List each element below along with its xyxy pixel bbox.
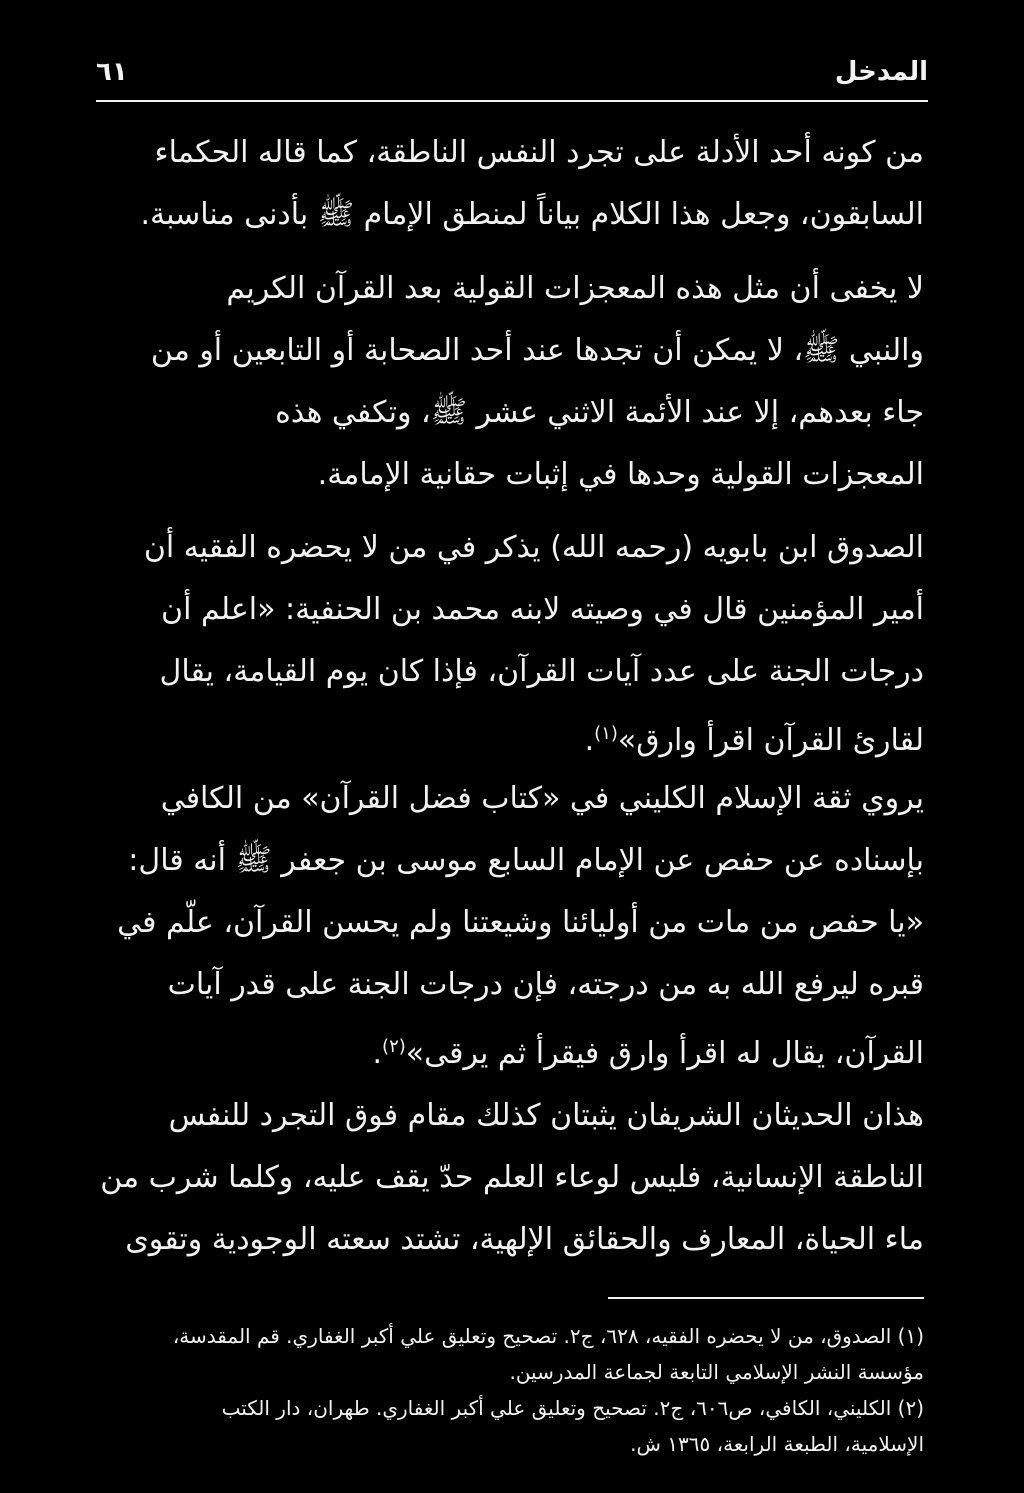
text-line: لا يخفى أن مثل هذه المعجزات القولية بعد القرآن الكريم	[226, 271, 924, 306]
text-line: الناطقة الإنسانية، فليس لوعاء العلم حدّ يقف عليه، وكلما شرب من	[100, 1160, 924, 1195]
paragraph-2	[100, 258, 924, 506]
footnote-line: الإسلامية، الطبعة الرابعة، ١٣٦٥ ش.	[630, 1432, 924, 1456]
footnote-ref-2[interactable]: (٢)	[382, 1036, 406, 1057]
text-line: والنبي ﷺ، لا يمكن أن تجدها عند أحد الصحابة أو التابعين أو من	[150, 333, 924, 368]
running-header	[96, 52, 928, 92]
paragraph-3	[100, 517, 924, 765]
text-line: بإسناده عن حفص عن الإمام السابع موسى بن جعفر ﷺ أنه قال:	[128, 843, 924, 878]
text-line: أمير المؤمنين قال في وصيته لابنه محمد بن الحنفية: «اعلم أن	[161, 592, 924, 627]
text-line: يروي ثقة الإسلام الكليني في «كتاب فضل القرآن» من الكافي	[160, 781, 924, 816]
quote-text: لقارئ القرآن اقرأ وارق»	[617, 723, 924, 758]
text-line	[100, 1016, 924, 1078]
text-line: السابقون، وجعل هذا الكلام بياناً لمنطق الإمام ﷺ بأدنى مناسبة.	[140, 197, 924, 232]
footnote-line: (١) الصدوق، من لا يحضره الفقيه، ٦٢٨، ج٢. تصحيح وتعليق علي أكبر الغفاري. قم المقدسة،	[172, 1324, 924, 1348]
header-divider	[96, 100, 928, 102]
footnotes	[100, 1318, 924, 1462]
footnote-line: مؤسسة النشر الإسلامي التابعة لجماعة المدرسين.	[509, 1360, 924, 1384]
footnote-line: (٢) الكليني، الكافي، ص٦٠٦، ج٢. تصحيح وتعليق علي أكبر الغفاري. طهران، دار الكتب	[221, 1396, 924, 1420]
text-line: المعجزات القولية وحدها في إثبات حقانية الإمامة.	[317, 457, 924, 492]
footnote-divider	[608, 1297, 924, 1299]
paragraph-1	[100, 122, 924, 246]
footnote-ref-1[interactable]: (١)	[594, 723, 618, 744]
quote-text: القرآن، يقال له اقرأ وارق فيقرأ ثم يرقى»	[405, 1036, 924, 1071]
text-line: ماء الحياة، المعارف والحقائق الإلهية، تشتد سعته الوجودية وتقوى	[125, 1222, 924, 1257]
text-line: درجات الجنة على عدد آيات القرآن، فإذا كان يوم القيامة، يقال	[159, 654, 924, 689]
chapter-title: المدخل	[834, 57, 928, 87]
text-line: قبره ليرفع الله به من درجته، فإن درجات الجنة على قدر آيات	[167, 967, 924, 1002]
page-number: ٦١	[96, 57, 128, 87]
text-line: جاء بعدهم، إلا عند الأئمة الاثني عشر ﷺ، وتكفي هذه	[275, 395, 924, 430]
text-line: الصدوق ابن بابويه (رحمه الله) يذكر في من لا يحضره الفقيه أن	[143, 530, 924, 565]
paragraph-5	[100, 1085, 924, 1271]
text-line: «يا حفص من مات من أوليائنا وشيعتنا ولم يحسن القرآن، علّم في	[117, 905, 924, 940]
text-line: هذان الحديثان الشريفان يثبتان كذلك مقام فوق التجرد للنفس	[168, 1098, 924, 1133]
sentence-end: .	[584, 723, 595, 758]
text-line: من كونه أحد الأدلة على تجرد النفس الناطقة، كما قاله الحكماء	[154, 135, 924, 170]
paragraph-4	[100, 768, 924, 1078]
sentence-end: .	[372, 1036, 383, 1071]
text-line	[100, 703, 924, 765]
